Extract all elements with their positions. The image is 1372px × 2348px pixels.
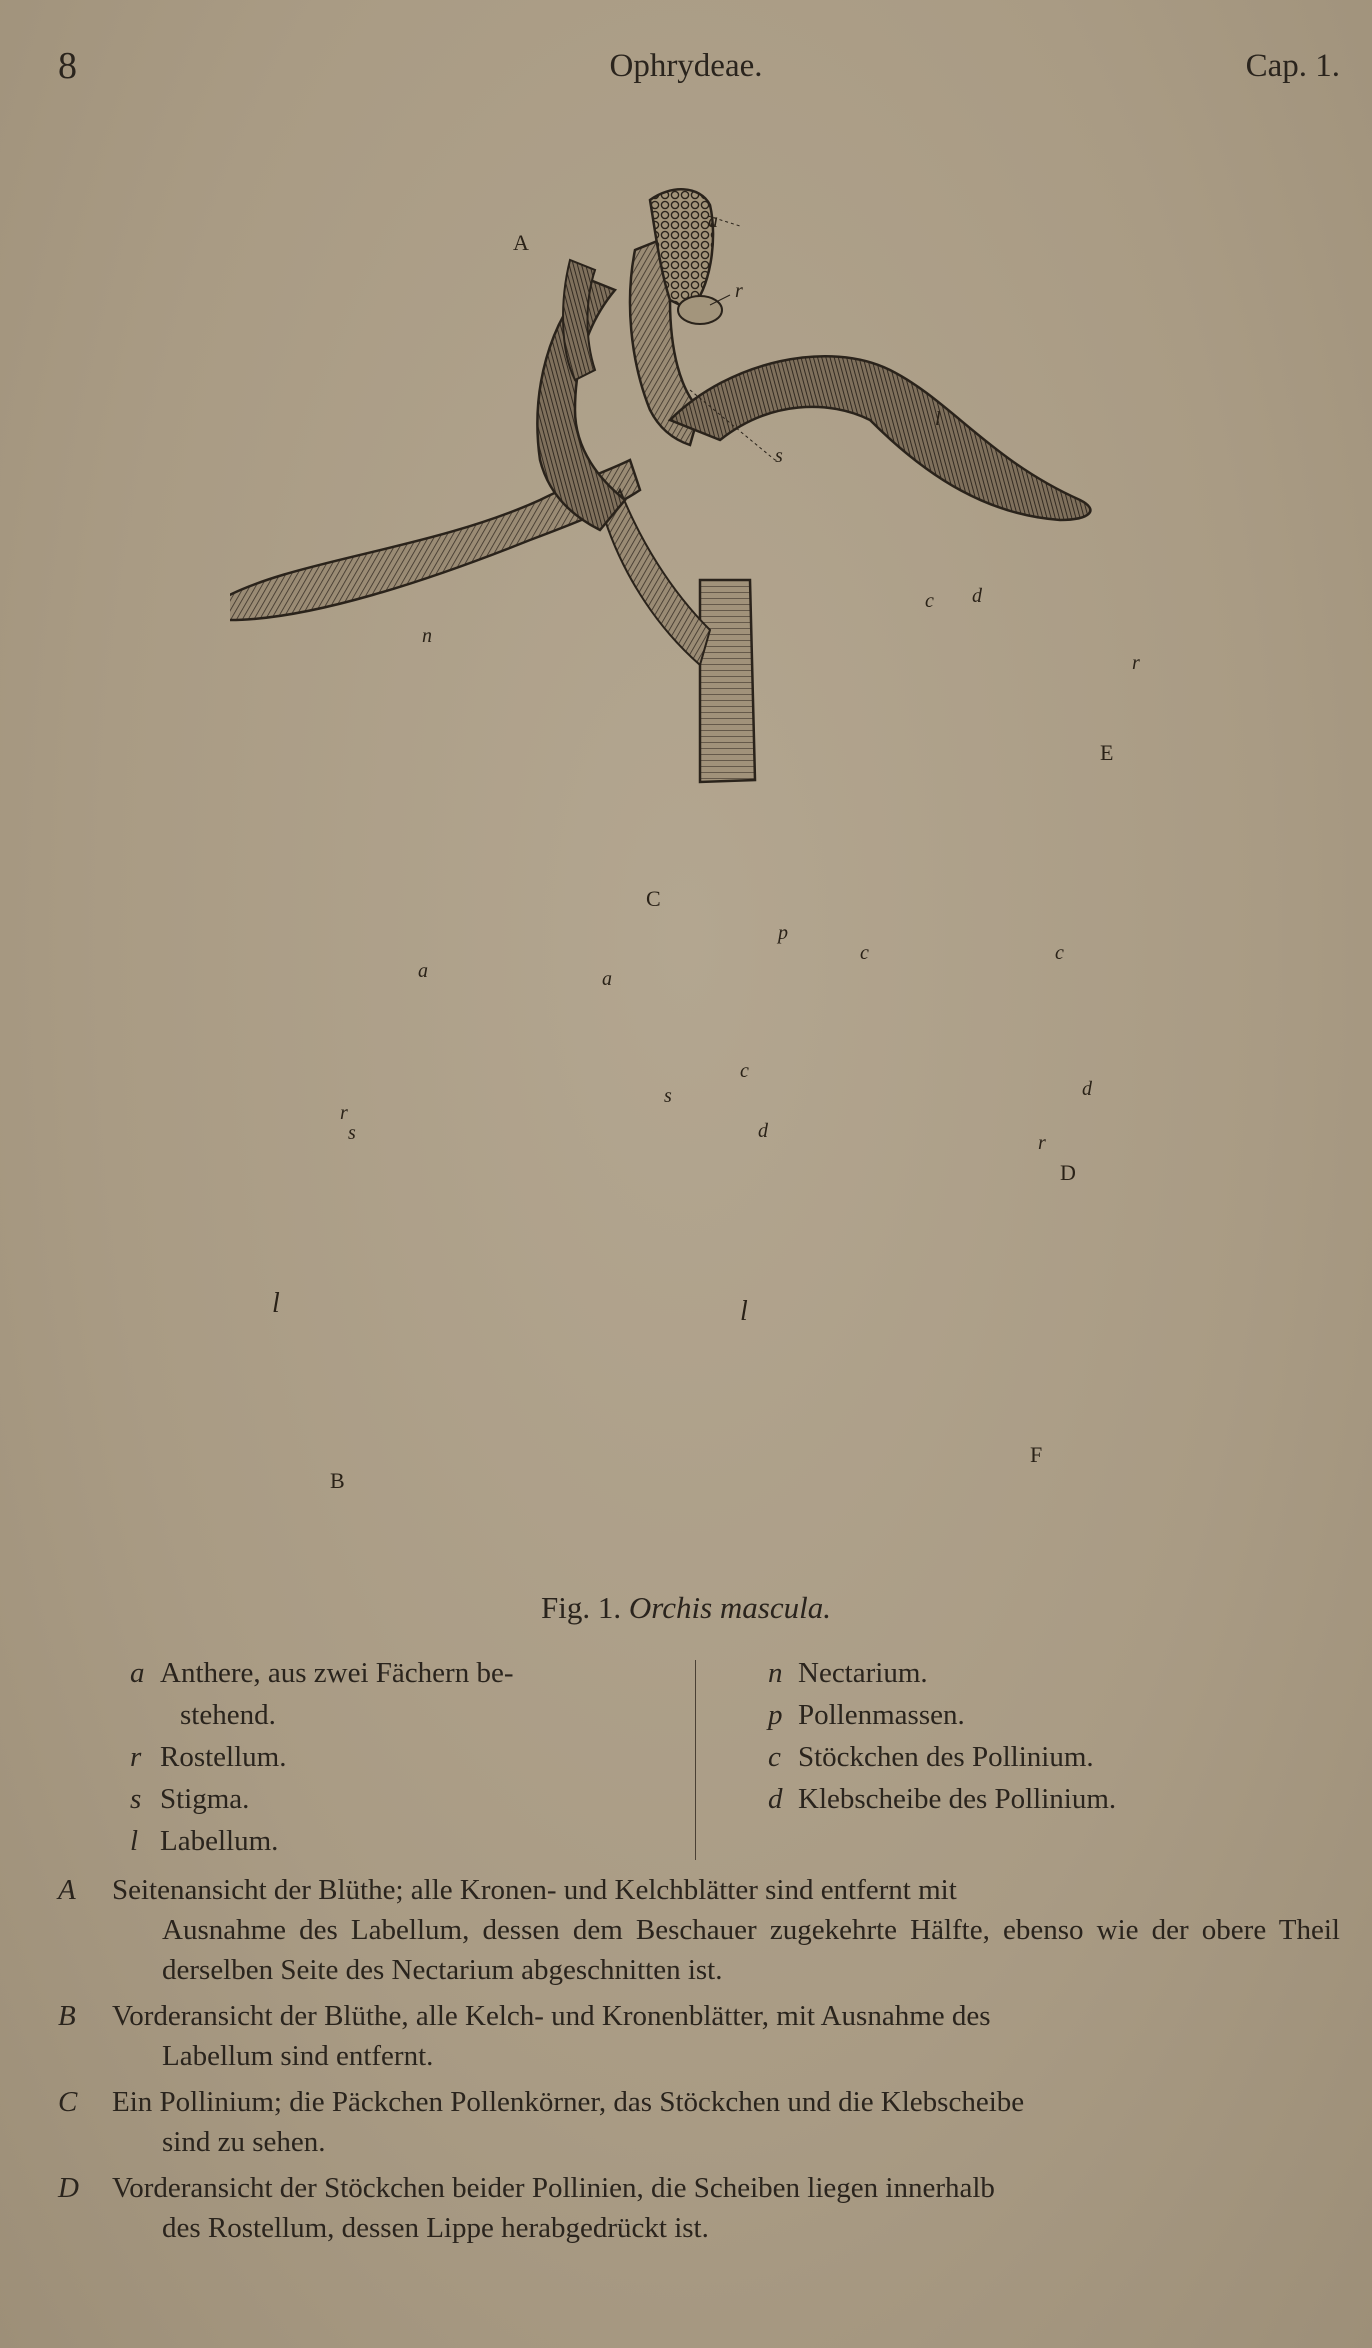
marker-s-b-left: s — [348, 1122, 356, 1144]
marker-d-c: d — [758, 1120, 768, 1142]
marker-c-d-right: c — [1055, 942, 1064, 964]
marker-d-e: d — [972, 585, 982, 607]
panel-label-f: F — [1030, 1442, 1043, 1467]
marker-l: l — [935, 408, 941, 430]
running-title: Ophrydeae. — [609, 48, 763, 84]
legend-right-column — [758, 1652, 1318, 1820]
legend-item: d Klebscheibe des Pollinium. — [768, 1783, 1117, 1815]
figure-plate — [230, 160, 1170, 1530]
marker-l-b-right: l — [740, 1296, 748, 1327]
legend-item: stehend. — [180, 1699, 276, 1731]
figure-legend — [120, 1652, 1260, 1857]
panel-label-e: E — [1100, 740, 1114, 765]
marker-a: a — [708, 210, 718, 232]
legend-item: s Stigma. — [130, 1783, 250, 1815]
marker-r-b: r — [340, 1102, 348, 1124]
panel-label-a: A — [513, 230, 529, 255]
caption-prefix: Fig. 1. — [541, 1590, 622, 1625]
marker-c-e: c — [925, 590, 934, 612]
panel-label-b: B — [330, 1468, 345, 1493]
chapter-label: Cap. 1. — [1245, 48, 1340, 84]
marker-r-e: r — [1132, 652, 1140, 674]
legend-divider — [695, 1660, 696, 1860]
page-number: 8 — [58, 45, 77, 87]
page-header — [0, 44, 1372, 104]
panel-label-c: C — [646, 886, 661, 911]
marker-c-c: c — [740, 1060, 749, 1082]
figure-a-side-view — [230, 189, 1090, 782]
description-a: A Seitenansicht der Blüthe; alle Kronen- und Kelchblätter sind entfernt mit Ausnahme des Labellum, dessen dem Beschauer zugekehrte Hälfte, ebenso wie der obere Theil derselben Seite des Nectarium abgeschnitten ist. — [58, 1874, 1340, 1986]
figure-descriptions — [50, 1870, 1340, 2254]
marker-a-b-right: a — [602, 968, 612, 990]
stem — [700, 580, 755, 782]
legend-item: p Pollenmassen. — [768, 1699, 965, 1731]
marker-s: s — [775, 445, 783, 467]
legend-item: n Nectarium. — [768, 1657, 928, 1689]
marker-n: n — [422, 625, 432, 647]
legend-item: r Rostellum. — [130, 1741, 287, 1773]
orchis-illustration — [230, 160, 1170, 1530]
labellum-side — [670, 356, 1090, 520]
legend-item: a Anthere, aus zwei Fächern be- — [130, 1657, 514, 1689]
ovary-stalk — [605, 490, 710, 665]
legend-item: l Labellum. — [130, 1825, 279, 1857]
marker-r: r — [735, 280, 743, 302]
marker-r-d: r — [1038, 1132, 1046, 1154]
marker-d-d: d — [1082, 1078, 1092, 1100]
legend-item: c Stöckchen des Pollinium. — [768, 1741, 1094, 1773]
description-b: B Vorderansicht der Blüthe, alle Kelch- und Kronenblätter, mit Ausnahme des Labellum sind entfernt. — [58, 2000, 991, 2072]
marker-c-d-left: c — [860, 942, 869, 964]
marker-s-b-right: s — [664, 1085, 672, 1107]
marker-p: p — [778, 922, 788, 944]
description-d: D Vorderansicht der Stöckchen beider Pollinien, die Scheiben liegen innerhalb des Rostellum, dessen Lippe herabgedrückt ist. — [58, 2172, 995, 2244]
marker-l-b-left: l — [272, 1288, 280, 1319]
marker-a-b-left: a — [418, 960, 428, 982]
legend-left-column — [120, 1652, 680, 1862]
figure-caption — [0, 1590, 1372, 1626]
rostellum — [678, 296, 722, 324]
panel-label-d: D — [1060, 1160, 1076, 1185]
caption-species: Orchis mascula. — [628, 1590, 831, 1625]
description-c: C Ein Pollinium; die Päckchen Pollenkörner, das Stöckchen und die Klebscheibe sind zu sehen. — [58, 2086, 1025, 2158]
